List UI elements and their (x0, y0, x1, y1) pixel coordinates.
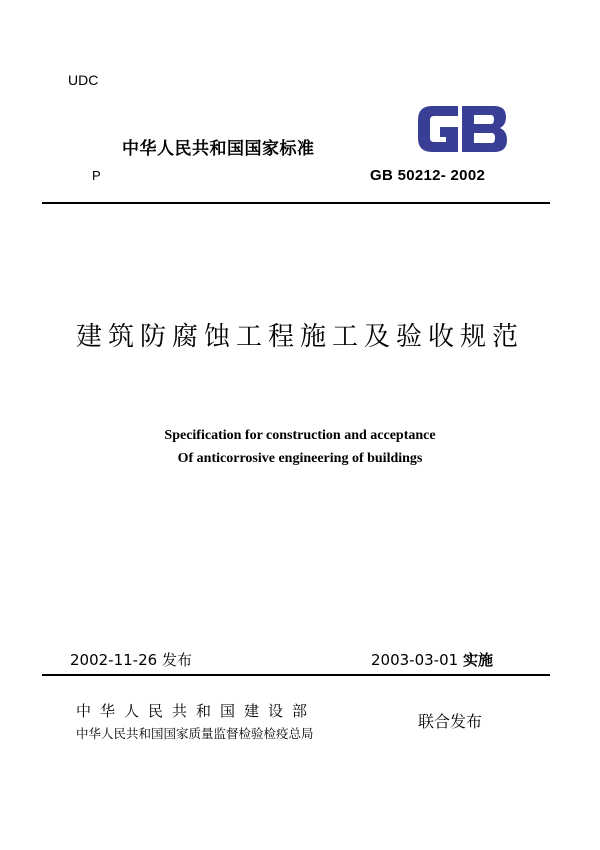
issue-date: 2002-11-26 (70, 651, 158, 669)
gb-logo-letter-g (418, 106, 458, 152)
gb-logo (414, 100, 510, 158)
implement-date-block (371, 649, 493, 670)
issuer-ministry: 中华人民共和国建设部 (76, 702, 317, 720)
issue-label: 发布 (161, 651, 192, 669)
standard-number: GB 50212- 2002 (370, 167, 486, 184)
implement-label: 实施 (462, 651, 493, 669)
english-title-line2: Of anticorrosive engineering of buildings (177, 451, 423, 466)
english-title-line1: Specification for construction and acceptance (164, 428, 436, 443)
gb-logo-letter-b (462, 106, 507, 152)
chinese-title: 建筑防腐蚀工程施工及验收规范 (75, 322, 524, 352)
joint-issue-label: 联合发布 (418, 712, 483, 731)
issuer-aqsiq: 中华人民共和国国家质量监督检验检疫总局 (76, 726, 314, 741)
udc-label: UDC (68, 72, 99, 88)
category-code: P (92, 168, 101, 183)
standard-type: 中华人民共和国国家标准 (122, 139, 315, 159)
implement-date: 2003-03-01 (371, 651, 459, 669)
issue-date-block (70, 649, 192, 670)
top-divider (42, 202, 550, 204)
bottom-divider (42, 674, 550, 676)
